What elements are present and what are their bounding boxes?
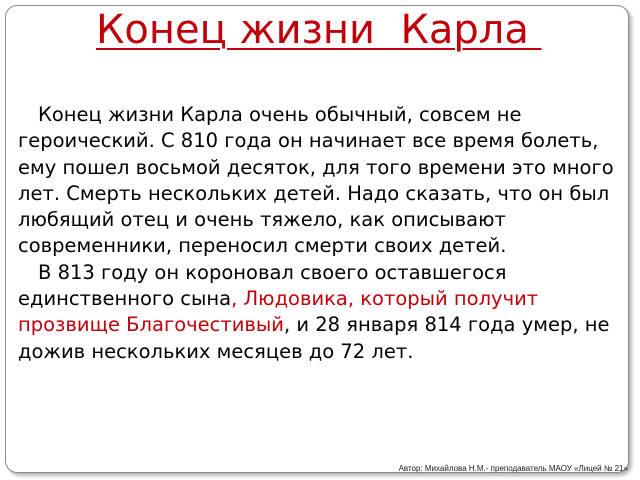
paragraph-2 xyxy=(18,260,620,365)
paragraph-1-text: Конец жизни Карла очень обычный, совсем не героический. С 810 года он начинает все время болеть, ему пошел восьмой десяток, для того времени это много лет. Смерть нескольких детей. Надо сказать, что он был любящий отец и очень тяжело, как описывают современники, переносил смерти своих детей. xyxy=(18,103,614,258)
paragraph-2-text-start: В 813 году он короновал своего оставшегося единственного сына xyxy=(18,260,507,311)
paragraph-2-text-end: , и 28 января 814 года умер, не дожив нескольких месяцев до 72 лет. xyxy=(18,313,610,363)
slide-body xyxy=(18,102,620,365)
paragraph-1 xyxy=(18,102,620,260)
author-footer: Автор: Михайлова Н.М.- преподаватель МАОУ «Лицей № 21» xyxy=(398,464,628,473)
paragraph-2-highlight: , Людовика, который получит прозвище Благочестивый xyxy=(18,287,539,337)
slide-title: Конец жизни Карла xyxy=(96,7,542,53)
